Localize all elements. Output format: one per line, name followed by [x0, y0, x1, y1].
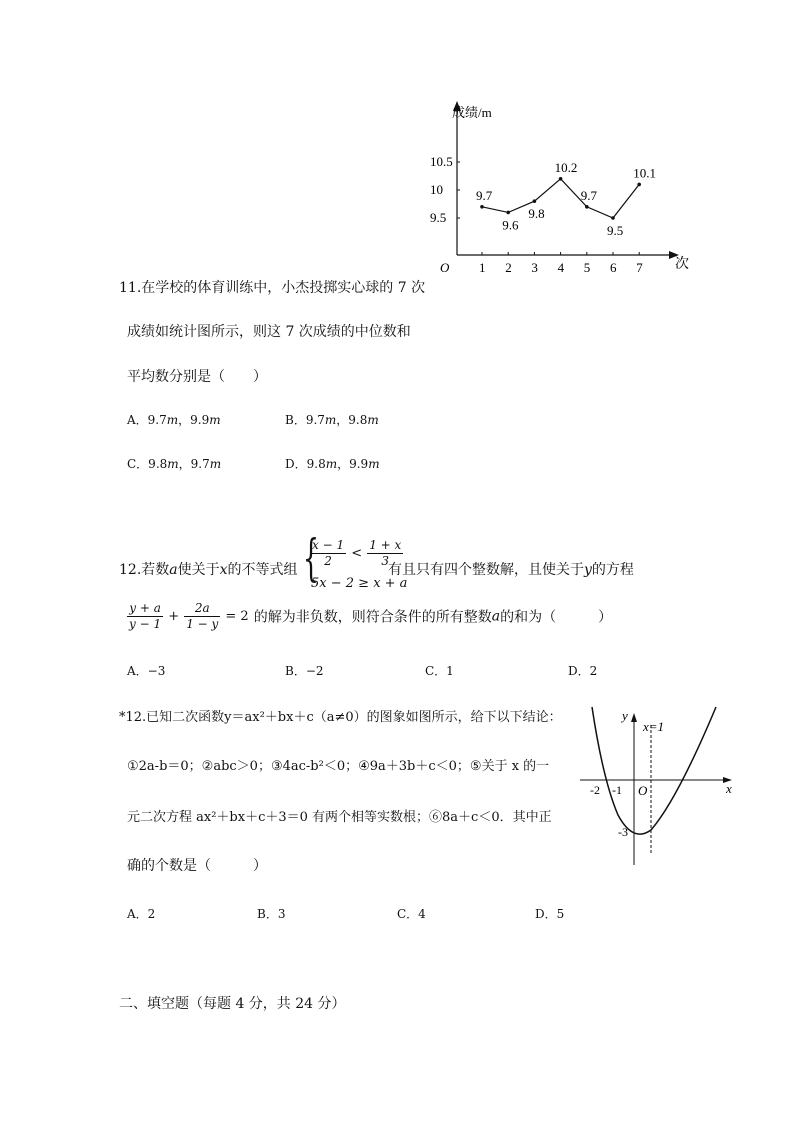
- series-line: [482, 179, 639, 218]
- q12b-line2: ①2a-b＝0；②abc＞0；③4ac-b²＜0；④9a＋3b＋c＜0；⑤关于 x 的一: [127, 759, 550, 774]
- data-label: 10.1: [633, 165, 656, 181]
- origin-label: O: [440, 260, 450, 275]
- q12b-option-b[interactable]: B．3: [257, 907, 286, 921]
- q11-line1: 11.在学校的体育训练中，小杰投掷实心球的 7 次: [119, 280, 426, 296]
- q12-option-b[interactable]: B．−2: [285, 664, 324, 678]
- y-tick-label: 9.5: [430, 210, 447, 225]
- graph-x-tick-neg1: -1: [612, 783, 622, 797]
- q12-option-d[interactable]: D．2: [568, 664, 598, 678]
- x-tick-label: 2: [505, 260, 512, 275]
- section-title: 二、填空题（每题 4 分，共 24 分）: [119, 996, 346, 1012]
- inequality-2: 5x − 2 ≥ x + a: [311, 576, 408, 591]
- graph-x-tick-neg2: -2: [590, 783, 600, 797]
- graph-x-label: x: [726, 781, 732, 796]
- q11-option-d[interactable]: D．9.8m，9.9m: [285, 457, 380, 471]
- data-point: [533, 199, 537, 203]
- x-tick-label: 7: [636, 260, 643, 275]
- q12-stem-end: 有且只有四个整数解，且使关于y的方程: [388, 562, 634, 578]
- x-tick-label: 3: [531, 260, 538, 275]
- q11-line3: 平均数分别是（ ）: [127, 369, 267, 385]
- q12b-line4: 确的个数是（ ）: [127, 858, 267, 874]
- x-tick-label: 4: [557, 260, 565, 275]
- data-label: 10.2: [554, 159, 578, 175]
- data-point: [637, 183, 641, 187]
- data-label: 9.7: [476, 187, 493, 203]
- x-tick-label: 1: [479, 260, 486, 275]
- graph-y-arrow: [631, 713, 637, 722]
- inequality-brace: {: [302, 529, 319, 587]
- q11-line2: 成绩如统计图所示，则这 7 次成绩的中位数和: [127, 324, 411, 340]
- q12-equation: $\frac{y + a}{y - 1}$ + $\frac{2a}{1 - y}$ = 2 的解为非负数，则符合条件的所有整数a的和为（ ）: [129, 601, 613, 631]
- q12-stem-start: 12.若数a使关于x的不等式组: [119, 562, 298, 578]
- q12b-line1: *12.已知二次函数y＝ax²＋bx＋c（a≠0）的图象如图所示，给下以下结论：: [119, 710, 562, 725]
- graph-y-label: y: [622, 708, 628, 723]
- data-point: [585, 205, 589, 209]
- data-point: [559, 177, 563, 181]
- q11-option-b[interactable]: B．9.7m，9.8m: [285, 413, 379, 427]
- q12b-line3: 元二次方程 ax²＋bx＋c＋3＝0 有两个相等实数根；⑥8a＋c＜0．其中正: [127, 810, 552, 825]
- data-label: 9.6: [502, 217, 519, 233]
- x-tick-label: 5: [583, 260, 591, 275]
- line-chart: [420, 95, 695, 280]
- q11-option-a[interactable]: A．9.7m，9.9m: [127, 413, 221, 427]
- data-point: [480, 205, 484, 209]
- y-axis-label: 成绩/m: [452, 105, 492, 120]
- q12-option-c[interactable]: C．1: [425, 664, 454, 678]
- q12b-option-c[interactable]: C．4: [397, 907, 426, 921]
- q12b-option-a[interactable]: A．2: [127, 907, 156, 921]
- y-tick-label: 10: [430, 182, 443, 197]
- data-label: 9.5: [607, 223, 624, 238]
- data-point: [506, 211, 510, 215]
- data-label: 9.8: [528, 206, 545, 222]
- q11-option-c[interactable]: C．9.8m，9.7m: [127, 457, 222, 471]
- data-label: 9.7: [580, 187, 598, 203]
- parabola-graph: [578, 705, 738, 870]
- q12-option-a[interactable]: A．−3: [127, 664, 166, 678]
- x-axis-label: 次: [675, 257, 689, 272]
- inequality-1: $\frac{x - 1}{2}$ < $\frac{1 + x}{3}$: [312, 538, 402, 568]
- q12b-option-d[interactable]: D．5: [535, 907, 565, 921]
- graph-origin: O: [638, 783, 648, 798]
- data-point: [611, 216, 615, 220]
- y-tick-label: 10.5: [430, 154, 453, 169]
- graph-axis-line-label: x=1: [643, 719, 665, 734]
- graph-y-tick-neg3: -3: [618, 825, 628, 839]
- x-tick-label: 6: [610, 260, 617, 275]
